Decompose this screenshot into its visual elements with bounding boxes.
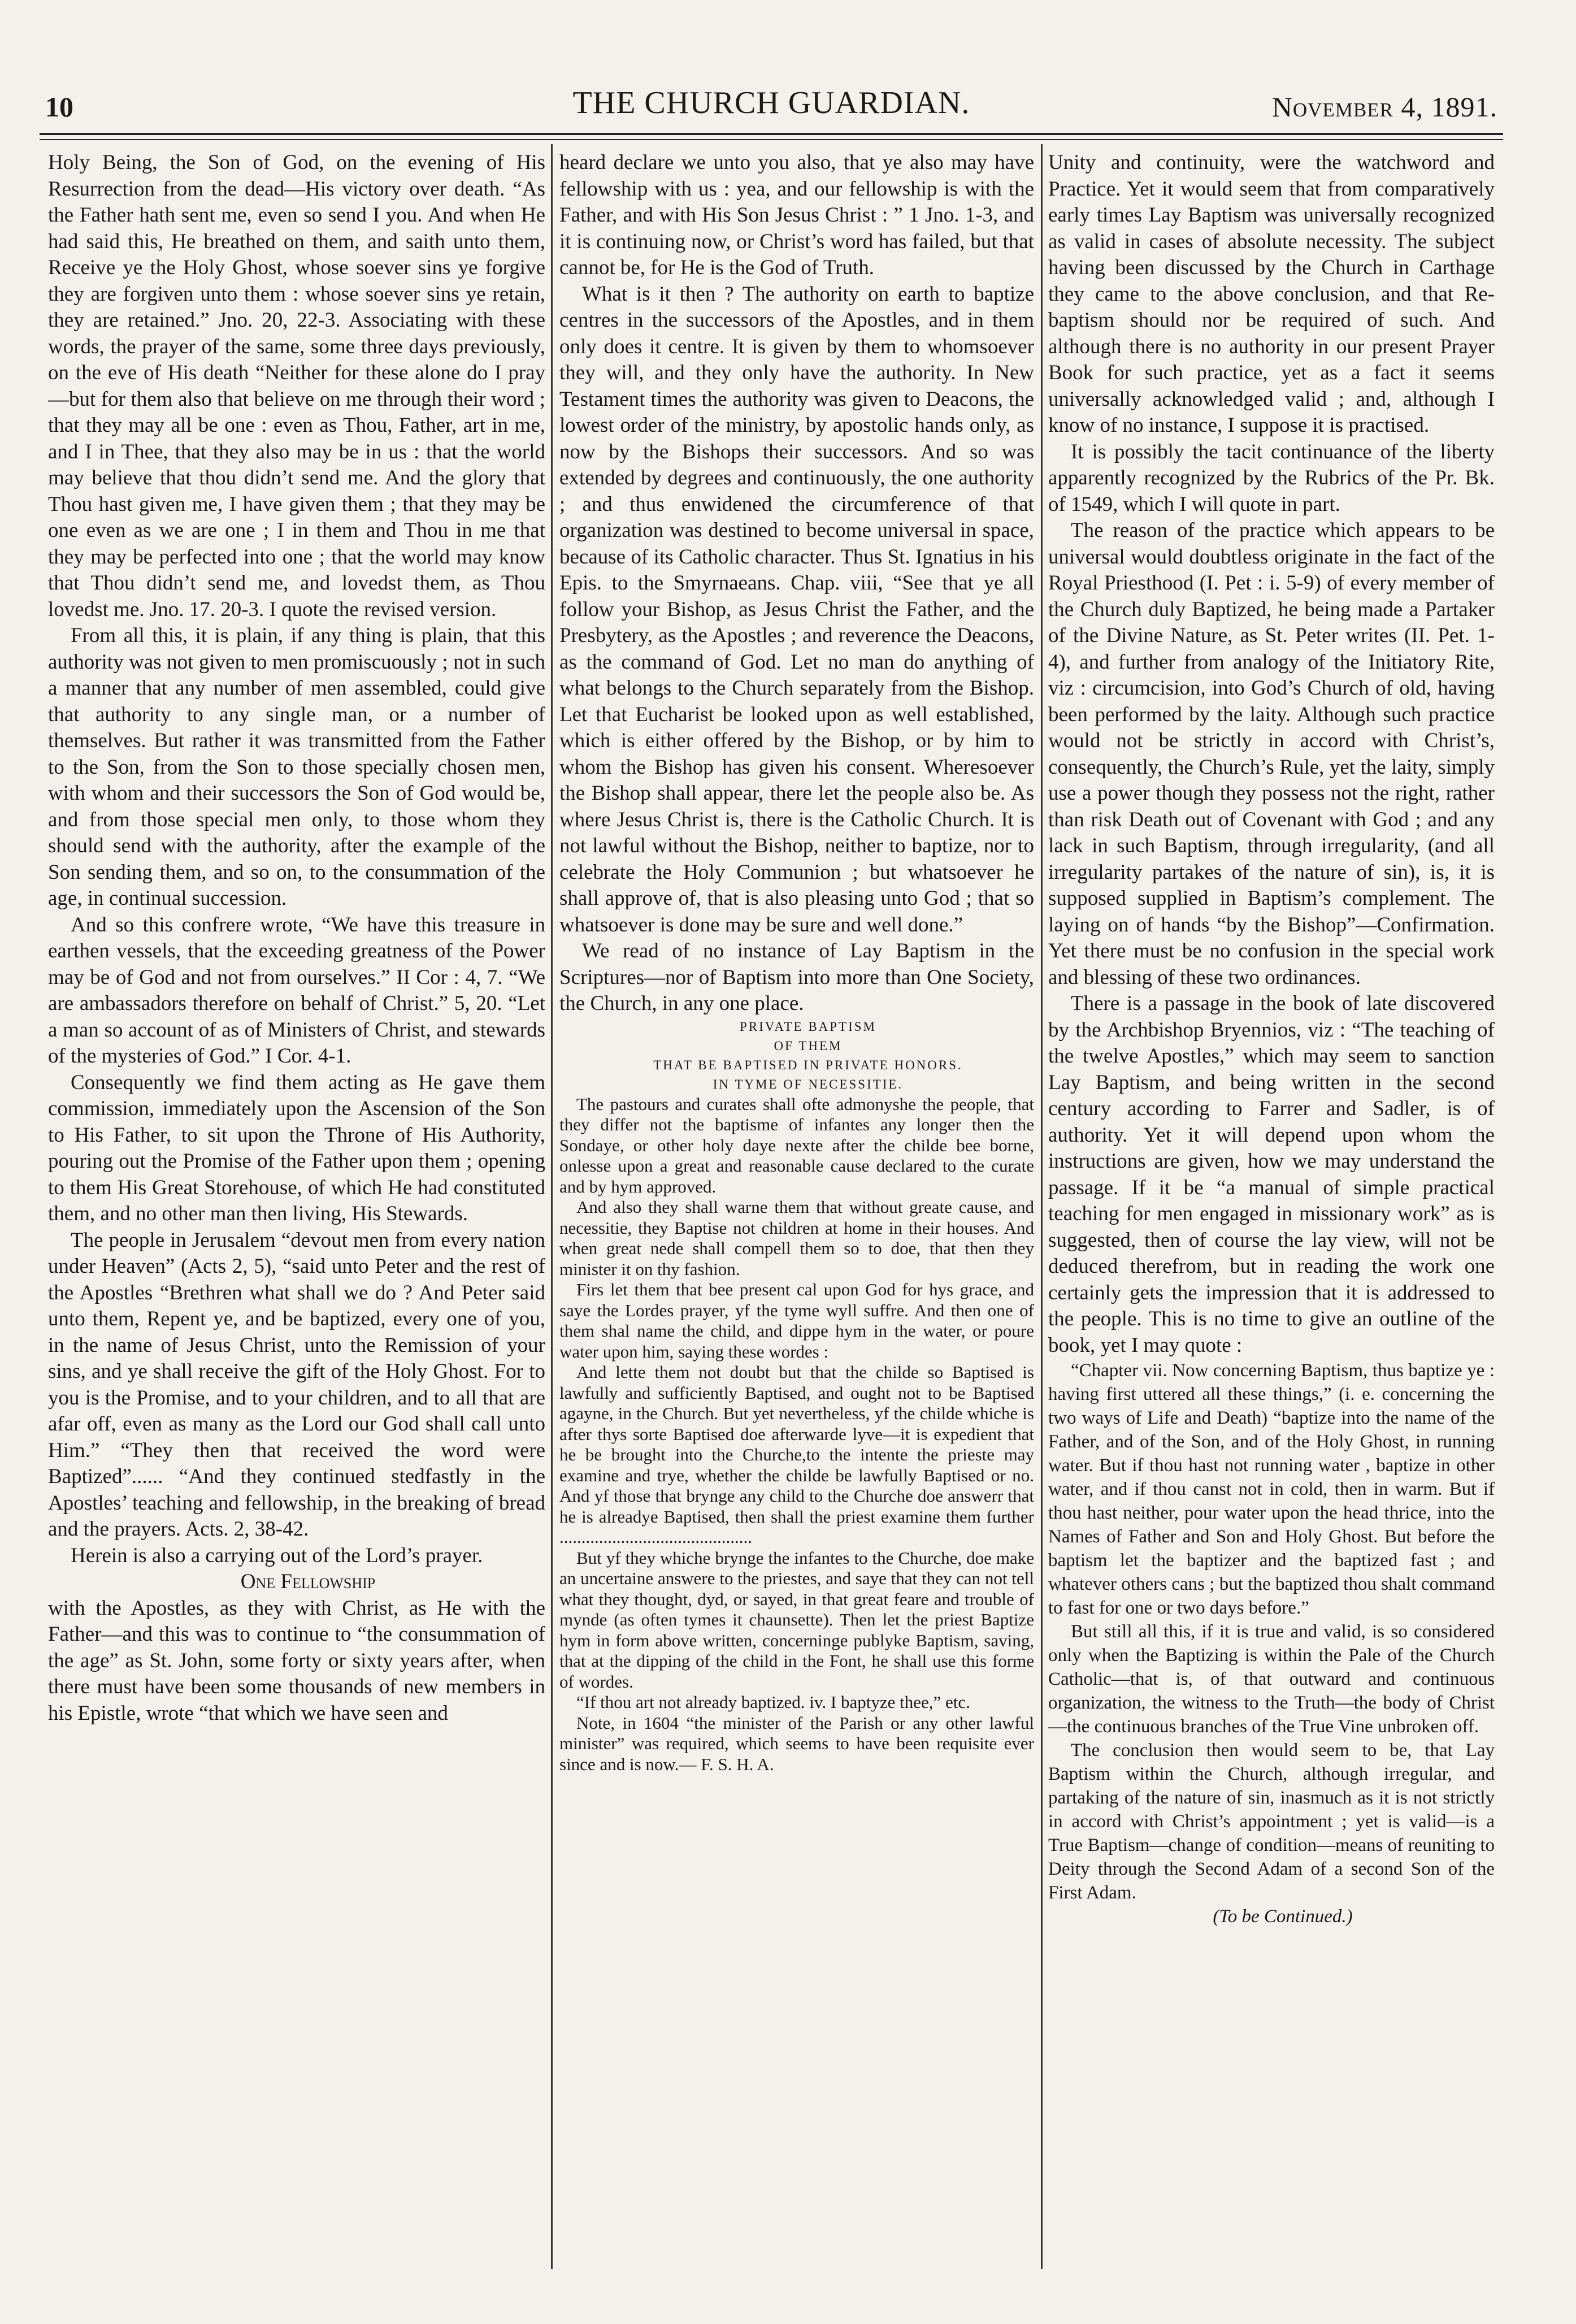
paragraph: The reason of the practice which appears to be universal would doubtless originate in the fact of the Royal Priesthood (I. Pet : i. 5-9) of every member of the Church duly Baptized, he being made a Partaker of the Divine Nature, as St. Peter writes (II. Pet. 1-4), and further from analogy of the Initiatory Rite, viz : circumcision, into God’s Church of old, having been performed by the laity. Although such practice would not be strictly in accord with Christ’s, consequently, the Church’s Rule, yet the laity, simply use a power though they possess not the right, rather than risk Death out of Covenant with God ; and any lack in such Baptism, through irregularity, (and all irregularity partakes of the nature of sin), is, it is supposed supplied in Baptism’s complement. The laying on of hands “by the Bishop”—Confirmation. Yet there must be no confusion in the special work and blessing of these two ordinances. (1048, 519, 1495, 989)
paragraph: Unity and continuity, were the watchword and Practice. Yet it would seem that from comparatively early times Lay Baptism was universally recognized as valid in cases of absolute necessity. The subject having been discussed by the Church in Carthage they came to the above conclusion, and that Re-baptism should nor be required of such. And although there is no authority in our present Prayer Book for such practice, yet as a fact it seems universally acknowledged valid ; and, although I know of no instance, I suppose it is practised. (1048, 151, 1495, 437)
header-rule (40, 133, 1503, 135)
masthead (45, 85, 1497, 130)
page-number: 10 (45, 91, 73, 123)
rubric-quotation (559, 1094, 1034, 1775)
paragraph: The conclusion then would seem to be, that Lay Baptism within the Church, although irregular, and partaking of the nature of sin, inasmuch as it is not strictly in accord with Christ’s appointment ; yet is valid—is a True Baptism—change of condition—means of reuniting to Deity through the Second Adam of a second Son of the First Adam. (1048, 1740, 1495, 1903)
quoted-paragraph: But yf they whiche brynge the infantes to the Churche, doe make an uncertaine answere to the priestes, and saye that they can not tell what they thought, dyd, or sayed, in that great feare and trouble of mynde (as often tymes it chaunsette). Then let the priest Baptize hym in form above written, concerninge publyke Baptism, saving, that at the dipping of the child in the Font, he shall use this forme of wordes. (559, 1547, 1034, 1692)
column-1 (48, 150, 545, 2269)
rubric-heading: IN TYME OF NECESSITIE. (713, 1077, 904, 1091)
column-2 (559, 150, 1034, 2269)
paragraph: From all this, it is plain, if any thing is plain, that this authority was not given to men promiscuously ; not in such a manner that any number of men assembled, could give that authority to any single man, or a number of themselves. But rather it was transmitted from the Father to the Son, from the Son to those specially chosen men, with whom and their successors the Son of God would be, and from those special men only, to those whom they should send with the authority, after the example of the Son sending them, and so on, to the consummation of the age, in continual succession. (48, 624, 545, 910)
paragraph: But still all this, if it is true and valid, is so considered only when the Baptizing is within the Pale of the Church Catholic—that is, of that outward and continuous organization, the witness to the Truth—the body of Christ—the continuous branches of the True Vine unbroken off. (1048, 1621, 1495, 1737)
issue-date: November 4, 1891. (1271, 91, 1497, 123)
paragraph: The people in Jerusalem “devout men from every nation under Heaven” (Acts 2, 5), “said unto Peter and the rest of the Apostles “Brethren what shall we do ? And Peter said unto them, Repent ye, and be baptized, every one of you, in the name of Jesus Christ, unto the Remission of your sins, and ye shall receive the gift of the Holy Ghost. For to you is the Promise, and to your children, and to all that are afar off, even as many as the Lord our God shall call unto Him.” “They then that received the word were Baptized”...... “And they continued stedfastly in the Apostles’ teaching and fellowship, in the breaking of bread and the prayers. Acts. 2, 38-42. (48, 1228, 545, 1541)
quoted-paragraph: Note, in 1604 “the minister of the Parish or any other lawful minister” was required, which seems to have been requisite ever since and is now.— F. S. H. A. (559, 1712, 1034, 1774)
paragraph: Holy Being, the Son of God, on the evening of His Resurrection from the dead—His victory over death. “As the Father hath sent me, even so send I you. And when He had said this, He breathed on them, and saith unto them, Receive ye the Holy Ghost, whose soever sins ye forgive they are forgiven unto them : whose soever sins ye retain, they are retained.” Jno. 20, 22-3. Associating with these words, the prayer of the same, some three days previously, on the eve of His death “Neither for these alone do I pray—but for them also that believe on me through their word ; that they may all be one : even as Thou, Father, art in me, and I in Thee, that they also may be in us : that the world may believe that thou didn’t send me. And the glory that Thou hast given me, I have given them ; that they may be one even as we are one ; I in them and Thou in me that they may be perfected into one ; that the world may know that Thou didn’t send me, and lovedst them, as Thou lovedst me. Jno. 17. 20-3. I quote the revised version. (48, 151, 545, 621)
to-be-continued: (To be Continued.) (1213, 1906, 1353, 1927)
paragraph: “Chapter vii. Now concerning Baptism, thus baptize ye : having first uttered all these things,” (i. e. concerning the two ways of Life and Death) “baptize into the name of the Father, and of the Son, and of the Holy Ghost, in running water. But if thou hast not running water , baptize in other water, and if thou canst not in cold, then in warm. But if thou hast neither, pour water upon the head thrice, into the Names of Father and Son and Holy Ghost. But before the baptism let the baptizer and the baptized fast ; and whatever others cans ; but the baptized thou shalt command to fast for one or two days before.” (1048, 1360, 1495, 1618)
paragraph: There is a passage in the book of late discovered by the Archbishop Bryennios, viz : “The teaching of the twelve Apostles,” which may seem to sanction Lay Baptism, and being written in the second century according to Farrer and Sadler, is of authority. Yet it will depend upon whom the instructions are given, how we may understand the passage. If it be “a manual of simple practical teaching for men engaged in missionary work” as is suggested, then of course the lay view, will not be deduced therefrom, but in reading the work one certainly gets the impression that it is addressed to the people. This is no time to give an outline of the book, yet I may quote : (1048, 992, 1495, 1357)
paragraph: Herein is also a carrying out of the Lord’s prayer. (71, 1543, 483, 1567)
paragraph: with the Apostles, as they with Christ, as He with the Father—and this was to continue to “the consummation of the age” as St. John, some forty or sixty years after, when there must have been some thousands of new members in his Epistle, wrote “that which we have seen and (48, 1596, 545, 1725)
quoted-paragraph: Firs let them that bee present cal upon God for hys grace, and saye the Lordes prayer, yf the tyme wyll suffre. And then one of them shal name the child, and dippe hym in the water, or poure water upon him, saying these wordes : (559, 1280, 1034, 1362)
quoted-paragraph: And also they shall warne them that without greate cause, and necessitie, they Baptise not children at home in their houses. And when great nede shall compell them so to doe, that then they minister it on thy fashion. (559, 1197, 1034, 1279)
paragraph: Consequently we find them acting as He gave them commission, immediately upon the Ascension of the Son to His Father, to sit upon the Throne of His Authority, pouring out the Promise of the Father upon them ; opening to them His Great Storehouse, of which He had constituted them, and no other man then living, His Stewards. (48, 1070, 545, 1225)
newspaper-title: THE CHURCH GUARDIAN. (572, 85, 970, 120)
section-subheading: One Fellowship (240, 1570, 376, 1593)
quoted-paragraph: The pastours and curates shall ofte admonyshe the people, that they differ not the baptisme of infantes any longer then the Sondaye, or other holy daye nexte after the childe bee borne, onlesse upon a great and reasonable cause declared to the curate and by hym approved. (559, 1094, 1034, 1196)
column-separator (1041, 144, 1043, 2269)
rubric-heading: PRIVATE BAPTISM (739, 1019, 877, 1034)
rubric-heading: OF THEM (774, 1038, 843, 1053)
column-separator (551, 144, 553, 2269)
paragraph: It is possibly the tacit continuance of the liberty apparently recognized by the Rubrics of the Pr. Bk. of 1549, which I will quote in part. (1048, 440, 1495, 516)
header-rule-thin (40, 139, 1503, 140)
quoted-section (1048, 1359, 1495, 1928)
paragraph: And so this confrere wrote, “We have this treasure in earthen vessels, that the exceeding greatness of the Power may be of God and not from ourselves.” II Cor : 4, 7. “We are ambassadors therefore on behalf of Christ.” 5, 20. “Let a man so account of as of Ministers of Christ, and stewards of the mysteries of God.” I Cor. 4-1. (48, 913, 545, 1068)
paragraph: What is it then ? The authority on earth to baptize centres in the successors of the Apostles, and in them only does it centre. It is given by them to whomsoever they will, and they only have the authority. In New Testament times the authority was given to Deacons, the lowest order of the ministry, by apostolic hands only, as now by the Bishops their successors. And so was extended by degrees and continuously, the one authority ; and thus enwidened the circumference of that organization was destined to become universal in space, because of its Catholic character. Thus St. Ignatius in his Epis. to the Smyrnaeans. Chap. viii, “See that ye all follow your Bishop, as Jesus Christ the Father, and the Presbytery, as the Apostles ; and reverence the Deacons, as the command of God. Let no man do anything of what belongs to the Church separately from the Bishop. Let that Eucharist be looked upon as well established, which is either offered by the Bishop, or by him to whom the Bishop has given his consent. Wheresoever the Bishop shall appear, there let the people also be. As where Jesus Christ is, there is the Catholic Church. It is not lawful without the Bishop, neither to baptize, nor to celebrate the Holy Communion ; but whatsoever he shall approve of, that is also pleasing unto God ; that so whatsoever is done may be sure and well done.” (559, 282, 1034, 936)
paragraph: We read of no instance of Lay Baptism in the Scriptures—nor of Baptism into more than One Society, the Church, in any one place. (559, 939, 1034, 1015)
rubric-heading: THAT BE BAPTISED IN PRIVATE HONORS. (653, 1057, 963, 1072)
column-3 (1048, 150, 1495, 2269)
quoted-paragraph: And lette them not doubt but that the childe so Baptised is lawfully and sufficiently Baptised, and ought not to be Baptised agayne, in the Church. But yet nevertheless, yf the childe whiche is after thys sorte Baptised doe afterwarde lyve—it is expedient that he be brought into the Churche,to the intente the prieste may examine and trye, whether the childe be lawfully Baptised or no. And yf those that brynge any child to the Churche doe answerr that he is alreadye Baptised, then shall the priest examine them further ............................................ (559, 1362, 1034, 1547)
paragraph: heard declare we unto you also, that ye also may have fellowship with us : yea, and our fellowship is with the Father, and with His Son Jesus Christ : ” 1 Jno. 1-3, and it is continuing now, or Christ’s word has failed, but that cannot be, for He is the God of Truth. (559, 151, 1034, 279)
quoted-paragraph: “If thou art not already baptized. iv. I baptyze thee,” etc. (576, 1692, 970, 1712)
